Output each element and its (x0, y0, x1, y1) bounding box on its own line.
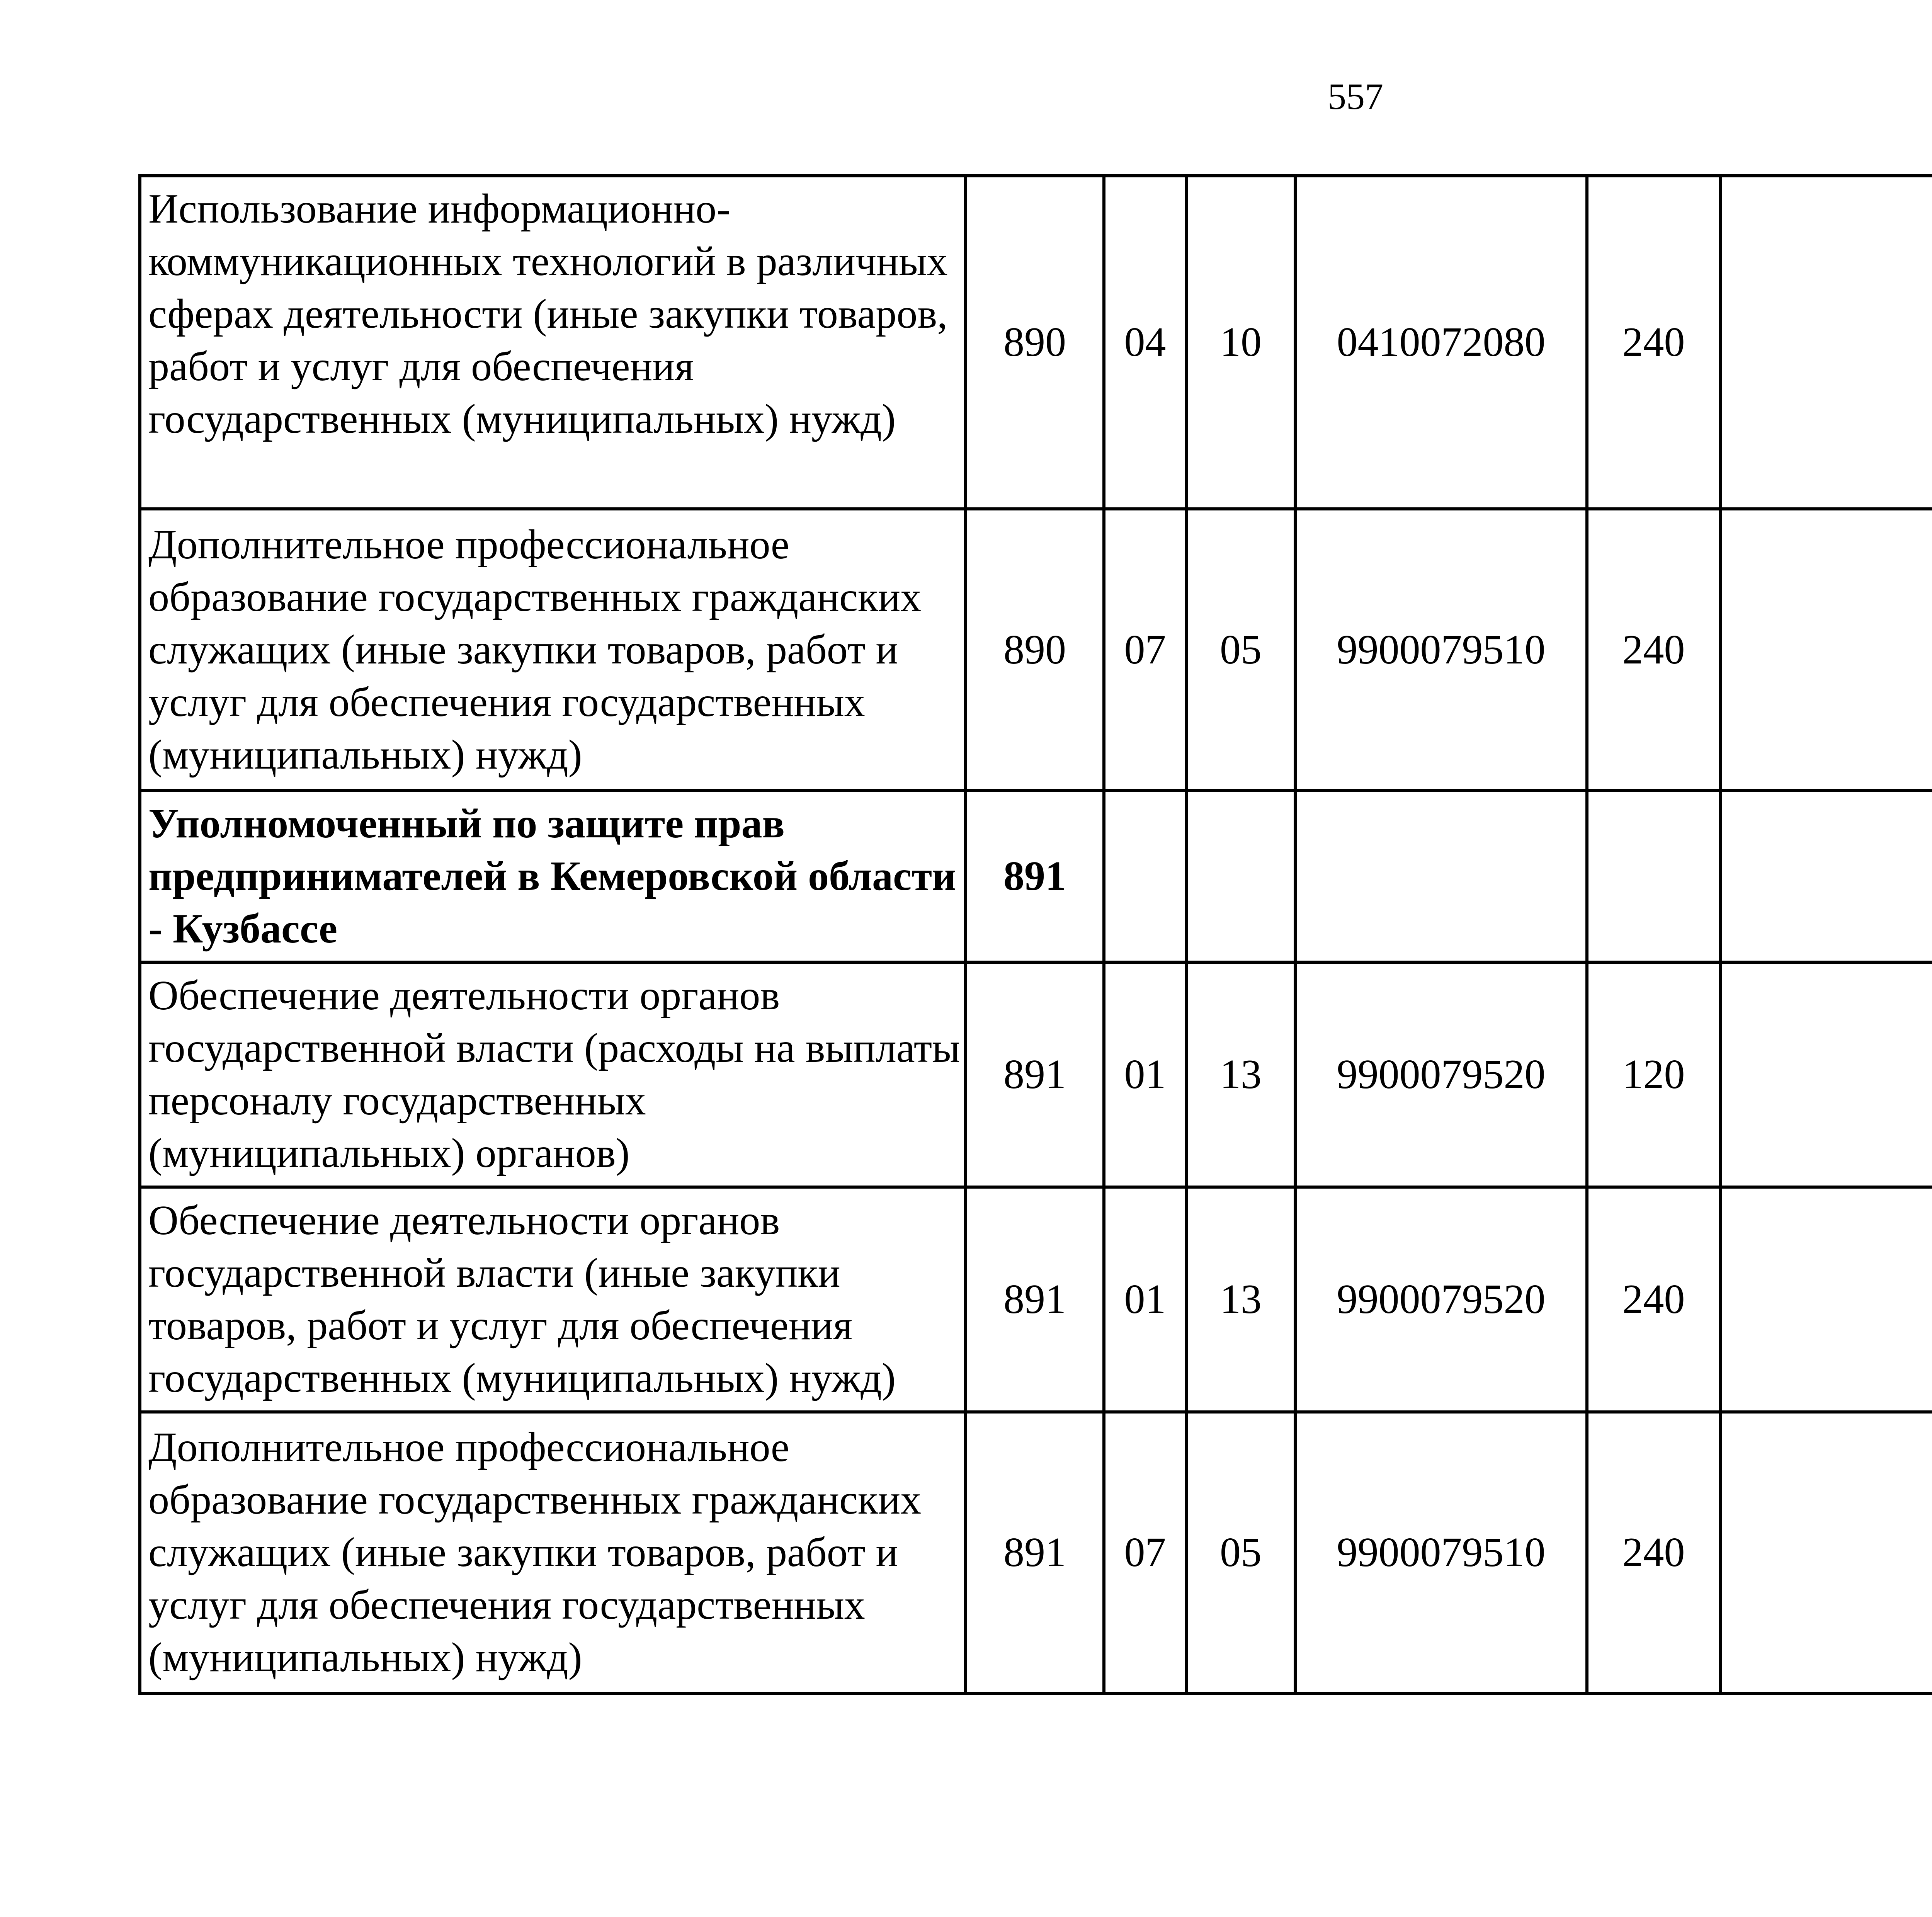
ministry-code: 890 (966, 509, 1104, 791)
table-row (140, 962, 1932, 1187)
expense-type-code: 240 (1587, 1412, 1720, 1693)
section-code: 01 (1104, 962, 1186, 1187)
amount-year-1 (1720, 509, 1932, 791)
expense-type-code: 240 (1587, 1187, 1720, 1412)
subsection-code: 05 (1186, 509, 1295, 791)
amount-year-1 (1720, 962, 1932, 1187)
table-row (140, 176, 1932, 509)
target-item-code: 9900079520 (1295, 962, 1587, 1187)
subsection-code: 13 (1186, 962, 1295, 1187)
subsection-code: 05 (1186, 1412, 1295, 1693)
target-item-code: 9900079510 (1295, 1412, 1587, 1693)
ministry-code: 891 (966, 1187, 1104, 1412)
ministry-code: 891 (966, 962, 1104, 1187)
amount-year-1 (1720, 176, 1932, 509)
target-item-code: 9900079520 (1295, 1187, 1587, 1412)
expense-type-code: 240 (1587, 509, 1720, 791)
ministry-code: 891 (966, 1412, 1104, 1693)
page-number: 557 (1328, 76, 1383, 117)
target-item-code: 9900079510 (1295, 509, 1587, 791)
ministry-code: 890 (966, 176, 1104, 509)
expense-type-code (1587, 791, 1720, 962)
amount-year-1 (1720, 1412, 1932, 1693)
table-row (140, 509, 1932, 791)
expense-type-code: 240 (1587, 176, 1720, 509)
ministry-code: 891 (966, 791, 1104, 962)
table-row (140, 791, 1932, 962)
row-description: Дополнительное профессиональное образование государственных гражданских служащих (иные закупки товаров, работ и услуг для обеспечения государственных (муниципальных) нужд) (140, 509, 966, 791)
section-code: 01 (1104, 1187, 1186, 1412)
section-code: 04 (1104, 176, 1186, 509)
section-code: 07 (1104, 1412, 1186, 1693)
target-item-code: 0410072080 (1295, 176, 1587, 509)
row-description: Обеспечение деятельности органов государственной власти (расходы на выплаты персоналу государственных (муниципальных) органов) (140, 962, 966, 1187)
amount-year-1 (1720, 1187, 1932, 1412)
section-code (1104, 791, 1186, 962)
table-row (140, 1412, 1932, 1693)
amount-year-1 (1720, 791, 1932, 962)
subsection-code: 13 (1186, 1187, 1295, 1412)
subsection-code (1186, 791, 1295, 962)
section-code: 07 (1104, 509, 1186, 791)
expense-type-code: 120 (1587, 962, 1720, 1187)
subsection-code: 10 (1186, 176, 1295, 509)
table-row (140, 1187, 1932, 1412)
row-description: Обеспечение деятельности органов государственной власти (иные закупки товаров, работ и услуг для обеспечения государственных (муниципальных) нужд) (140, 1187, 966, 1412)
budget-table (138, 174, 1932, 1695)
target-item-code (1295, 791, 1587, 962)
row-description: Дополнительное профессиональное образование государственных гражданских служащих (иные закупки товаров, работ и услуг для обеспечения государственных (муниципальных) нужд) (140, 1412, 966, 1693)
row-description: Использование информационно-коммуникационных технологий в различных сферах деятельности (иные закупки товаров, работ и услуг для обеспечения государственных (муниципальных) нужд) (140, 176, 966, 509)
row-description: Уполномоченный по защите прав предпринимателей в Кемеровской области - Кузбассе (140, 791, 966, 962)
